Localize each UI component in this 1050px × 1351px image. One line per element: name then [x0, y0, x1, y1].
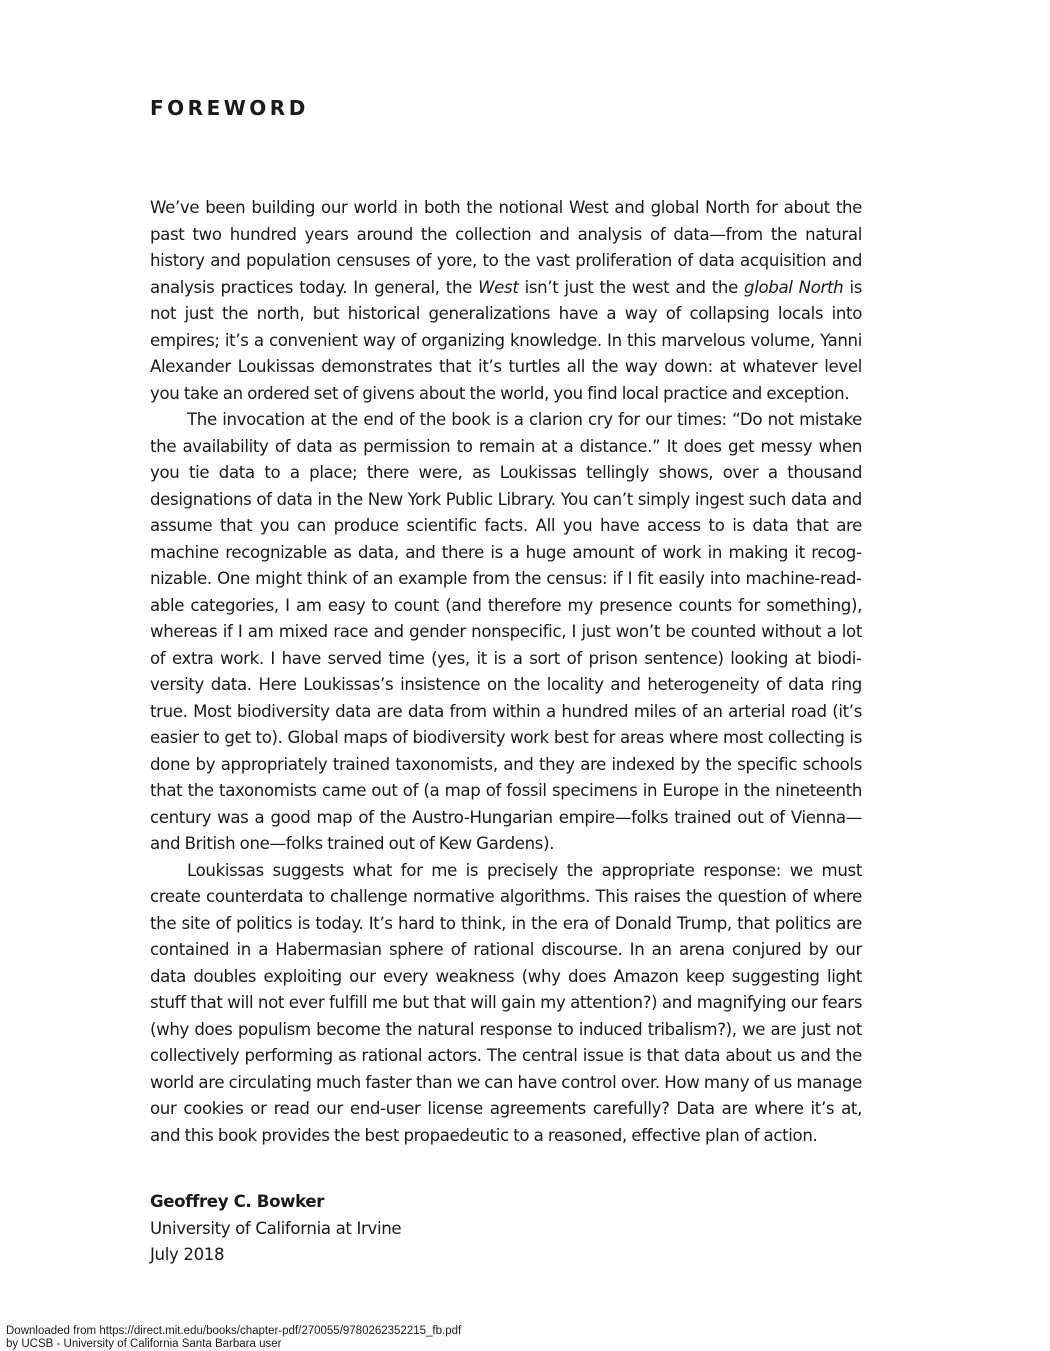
- signature-block: [150, 1189, 401, 1269]
- text-segment: The invocation at the end of the book is a clarion cry for our times: “Do not mistake the availability of data as permission to remain at a distance.” It does get messy when you tie data to a place; there were, as Loukissas tellingly shows, over a thousand designations of data in the New York Public Library. You can’t simply ingest such data and assume that you can produce scientific facts. All you have access to is data that are machine recognizable as data, and there is a huge amount of work in making it recognizable. One might think of an example from the census: if I fit easily into machine-readable categories, I am easy to count (and therefore my presence counts for something), whereas if I am mixed race and gender nonspecific, I just won’t be counted without a lot of extra work. I have served time (yes, it is a sort of prison sentence) looking at biodiversity data. Here Loukissas’s insistence on the locality and heterogeneity of data ring true. Most biodiversity data are data from within a hundred miles of an arterial road (it’s easier to get to). Global maps of biodiversity work best for areas where most collecting is done by appropriately trained taxonomists, and they are indexed by the specific schools that the taxonomists came out of (a map of fossil specimens in Europe in the nineteenth century was a good map of the Austro-Hungarian empire—folks trained out of Vienna—and British one—folks trained out of Kew Gardens).: [150, 410, 862, 853]
- text-segment: is not just the north, but historical generalizations have a way of collapsing locals into empires; it’s a convenient way of organizing knowledge. In this marvelous volume, Yanni Alexander Loukissas demonstrates that it’s turtles all the way down: at whatever level you take an ordered set of givens about the world, you find local practice and exception.: [150, 277, 863, 403]
- text-segment: We’ve been building our world in both the notional West and global North for about the past two hundred years around the collection and analysis of data—from the natural history and population censuses of yore, to the vast proliferation of data acquisition and analysis practices today. In general, the: [150, 198, 862, 297]
- italic-term: global North: [744, 277, 844, 297]
- paragraph-3: [150, 858, 862, 1150]
- foreword-body: [150, 195, 862, 1149]
- text-segment: Loukissas suggests what for me is precisely the appropriate response: we must create counterdata to challenge normative algorithms. This raises the question of where the site of politics is today. It’s hard to think, in the era of Donald Trump, that politics are contained in a Habermasian sphere of rational discourse. In an arena conjured by our data doubles exploiting our every weakness (why does Amazon keep suggesting light stuff that will not ever fulfill me but that will gain my attention?) and magnifying our fears (why does populism become the natural response to induced tribalism?), we are just not collectively performing as rational actors. The central issue is that data about us and the world are circulating much faster than we can have control over. How many of us manage our cookies or read our end-user license agreements carefully? Data are where it’s at, and this book provides the best propaedeutic to a reasoned, effective plan of action.: [150, 860, 862, 1145]
- author-name: Geoffrey C. Bowker: [150, 1192, 325, 1211]
- footer-line-1: Downloaded from https://direct.mit.edu/books/chapter-pdf/270055/9780262352215_fb.pdf: [6, 1325, 462, 1337]
- italic-term: West: [478, 277, 519, 297]
- paragraph-1: [150, 195, 862, 407]
- footer-line-2: by UCSB - University of California Santa Barbara user: [6, 1338, 282, 1350]
- author-affiliation: University of California at Irvine: [150, 1218, 402, 1238]
- signature-date: July 2018: [150, 1245, 225, 1264]
- page-heading: FOREWORD: [150, 96, 309, 120]
- paragraph-2: [150, 407, 862, 858]
- download-footer: [6, 1325, 461, 1351]
- text-segment: isn’t just the west and the: [518, 277, 745, 297]
